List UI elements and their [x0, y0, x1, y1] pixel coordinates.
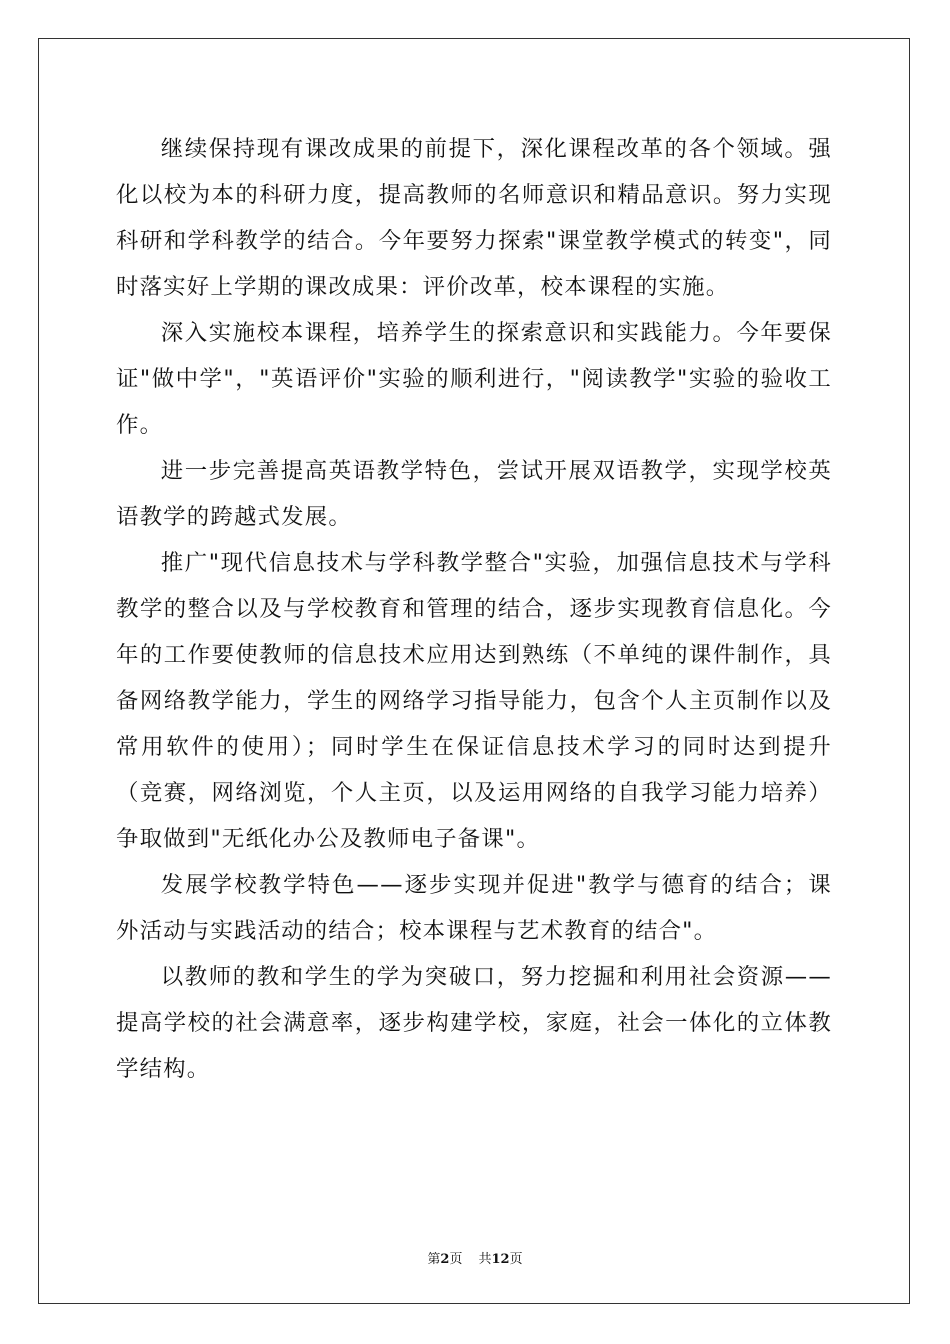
page-number: 2	[440, 1252, 450, 1267]
total-pages: 12	[491, 1252, 510, 1267]
total-suffix: 页	[509, 1252, 523, 1267]
page-prefix: 第	[427, 1252, 441, 1267]
paragraph: 进一步完善提高英语教学特色，尝试开展双语教学，实现学校英语教学的跨越式发展。	[116, 458, 832, 530]
paragraph: 继续保持现有课改成果的前提下，深化课程改革的各个领域。强化以校为本的科研力度，提高教师的名师意识和精品意识。努力实现科研和学科教学的结合。今年要努力探索"课堂教学模式的转变"，同时落实好上学期的课改成果：评价改革，校本课程的实施。	[116, 136, 832, 300]
paragraph: 以教师的教和学生的学为突破口，努力挖掘和利用社会资源——提高学校的社会满意率，逐步构建学校，家庭，社会一体化的立体教学结构。	[116, 964, 832, 1082]
paragraph: 推广"现代信息技术与学科教学整合"实验，加强信息技术与学科教学的整合以及与学校教育和管理的结合，逐步实现教育信息化。今年的工作要使教师的信息技术应用达到熟练（不单纯的课件制作，具备网络教学能力，学生的网络学习指导能力，包含个人主页制作以及常用软件的使用）；同时学生在保证信息技术学习的同时达到提升（竞赛，网络浏览，个人主页，以及运用网络的自我学习能力培养）争取做到"无纸化办公及教师电子备课"。	[116, 550, 832, 852]
paragraph: 发展学校教学特色——逐步实现并促进"教学与德育的结合；课外活动与实践活动的结合；校本课程与艺术教育的结合"。	[116, 872, 832, 944]
page-footer	[0, 1248, 950, 1267]
page-suffix: 页	[449, 1252, 463, 1267]
total-prefix: 共	[478, 1252, 492, 1267]
paragraph: 深入实施校本课程，培养学生的探索意识和实践能力。今年要保证"做中学"，"英语评价"实验的顺利进行，"阅读教学"实验的验收工作。	[116, 320, 832, 438]
document-body	[116, 126, 832, 1092]
